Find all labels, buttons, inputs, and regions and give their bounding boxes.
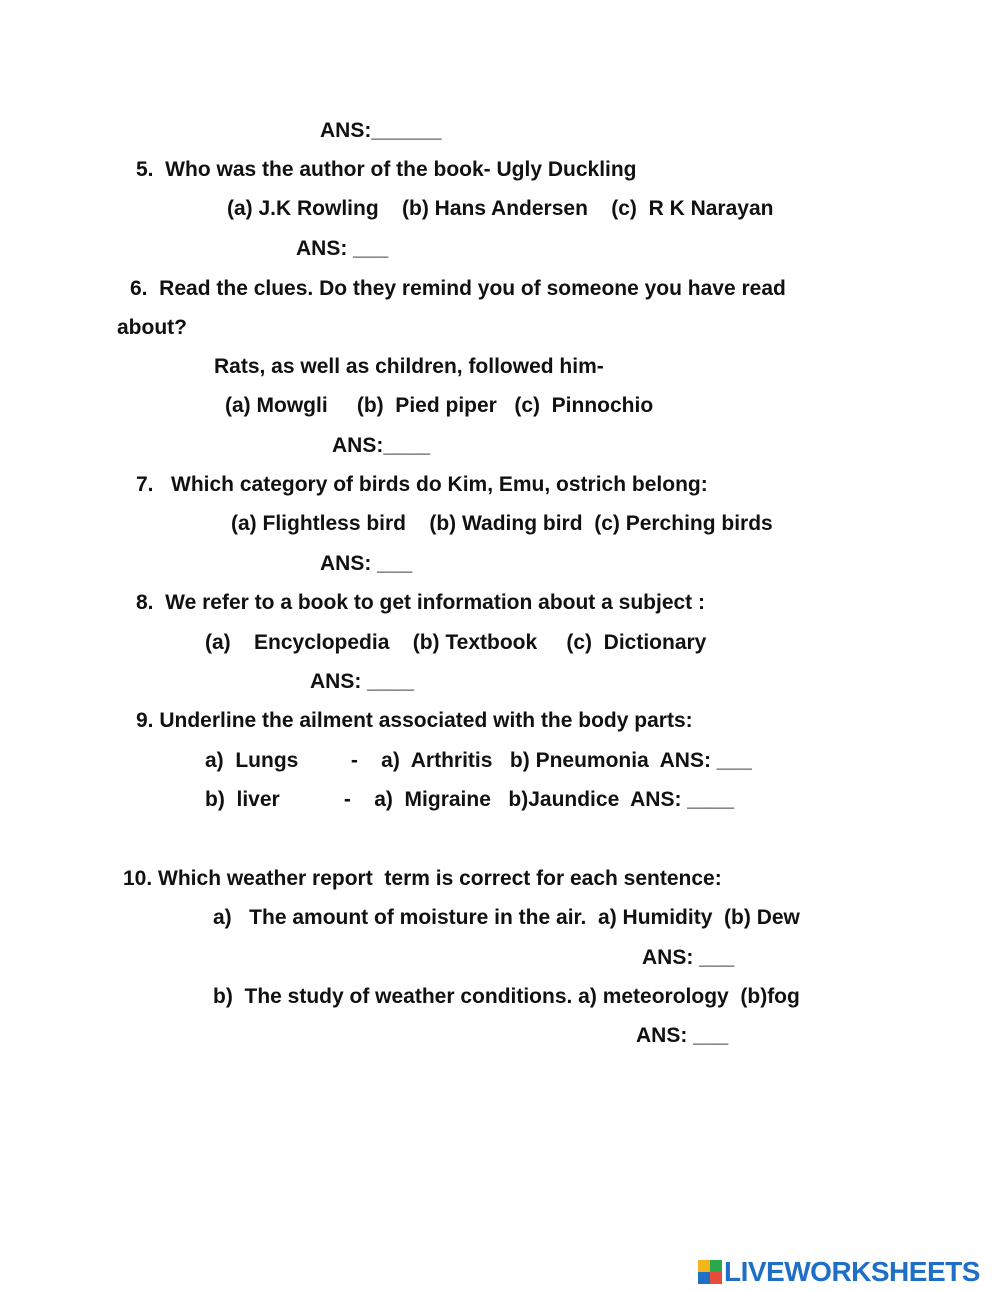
logo-square-1	[698, 1260, 710, 1272]
liveworksheets-logo-icon	[698, 1260, 722, 1284]
q9-part-a: a) Lungs - a) Arthritis b) Pneumonia ANS: ___	[205, 749, 752, 772]
question-9: 9. Underline the ailment associated with the body parts:	[136, 709, 693, 732]
q9-part-b: b) liver - a) Migraine b)Jaundice ANS: ____	[205, 788, 735, 811]
question-7: 7. Which category of birds do Kim, Emu, ostrich belong:	[136, 473, 708, 496]
logo-text: LIVEWORKSHEETS	[724, 1256, 980, 1287]
clue-q6: Rats, as well as children, followed him-	[214, 355, 604, 378]
liveworksheets-logo	[698, 1256, 980, 1288]
ans-q10-b: ANS: ___	[636, 1024, 729, 1047]
question-6: 6. Read the clues. Do they remind you of someone you have read	[130, 277, 786, 300]
ans-q8: ANS: ____	[310, 670, 414, 693]
question-6-cont: about?	[117, 316, 187, 339]
options-q5: (a) J.K Rowling (b) Hans Andersen (c) R K Narayan	[227, 197, 774, 220]
ans-q5: ANS: ___	[296, 237, 389, 260]
options-q8: (a) Encyclopedia (b) Textbook (c) Dictionary	[205, 631, 707, 654]
ans-q6: ANS:____	[332, 434, 431, 457]
ans-q10-a: ANS: ___	[642, 946, 735, 969]
q10-part-b: b) The study of weather conditions. a) meteorology (b)fog	[213, 985, 800, 1008]
question-5: 5. Who was the author of the book- Ugly Duckling	[136, 158, 637, 181]
options-q7: (a) Flightless bird (b) Wading bird (c) Perching birds	[231, 512, 773, 535]
logo-square-2	[710, 1260, 722, 1272]
question-8: 8. We refer to a book to get information about a subject :	[136, 591, 705, 614]
logo-square-4	[710, 1272, 722, 1284]
ans-q7: ANS: ___	[320, 552, 413, 575]
options-q6: (a) Mowgli (b) Pied piper (c) Pinnochio	[225, 394, 654, 417]
ans-q4: ANS:______	[320, 119, 442, 142]
logo-square-3	[698, 1272, 710, 1284]
question-10: 10. Which weather report term is correct for each sentence:	[123, 867, 722, 890]
q10-part-a: a) The amount of moisture in the air. a) Humidity (b) Dew	[213, 906, 800, 929]
